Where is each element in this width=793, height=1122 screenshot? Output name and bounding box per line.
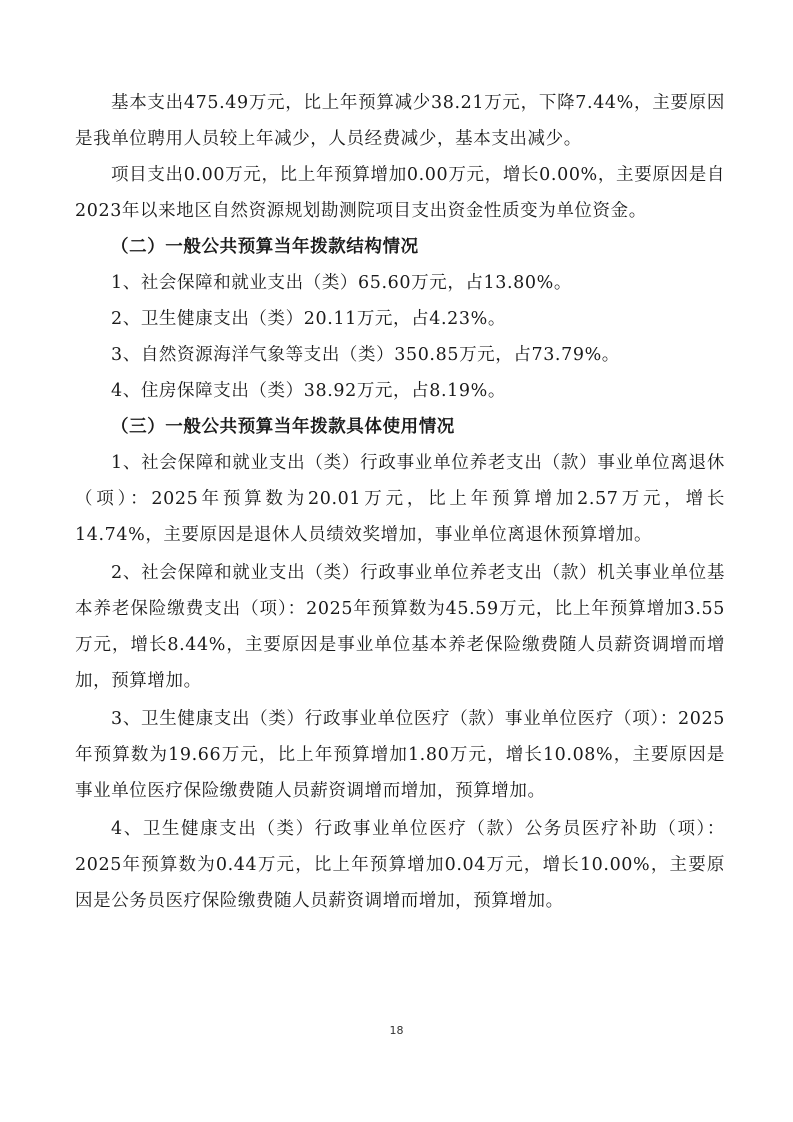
paragraph-basic-expenditure: 基本支出475.49万元，比上年预算减少38.21万元，下降7.44%，主要原因是我单位聘用人员较上年减少，人员经费减少，基本支出减少。 [75,93,725,149]
paragraph-project-expenditure: 项目支出0.00万元，比上年预算增加0.00万元，增长0.00%，主要原因是自2023年以来地区自然资源规划勘测院项目支出资金性质变为单位资金。 [75,165,725,221]
section-heading-usage: （三）一般公共预算当年拨款具体使用情况 [111,417,455,437]
list-item-housing: 4、住房保障支出（类）38.92万元，占8.19%。 [111,381,506,401]
usage-item-retirement: 1、社会保障和就业支出（类）行政事业单位养老支出（款）事业单位离退休（项）：2025年预算数为20.01万元，比上年预算增加2.57万元，增长14.74%，主要原因是退休人员绩效奖增加，事业单位离退休预算增加。 [75,453,725,545]
list-item-social-security: 1、社会保障和就业支出（类）65.60万元，占13.80%。 [111,273,572,293]
page-number: 18 [389,1024,404,1037]
usage-item-pension-insurance: 2、社会保障和就业支出（类）行政事业单位养老支出（款）机关事业单位基本养老保险缴费支出（项）：2025年预算数为45.59万元，比上年预算增加3.55万元，增长8.44%，主要原因是事业单位基本养老保险缴费随人员薪资调增而增加，预算增加。 [75,563,725,691]
section-heading-structure: （二）一般公共预算当年拨款结构情况 [111,237,419,257]
list-item-natural-resources: 3、自然资源海洋气象等支出（类）350.85万元，占73.79%。 [111,345,620,365]
document-body [75,85,725,919]
list-item-health: 2、卫生健康支出（类）20.11万元，占4.23%。 [111,309,506,329]
usage-item-medical: 3、卫生健康支出（类）行政事业单位医疗（款）事业单位医疗（项）：2025年预算数为19.66万元，比上年预算增加1.80万元，增长10.08%，主要原因是事业单位医疗保险缴费随人员薪资调增而增加，预算增加。 [75,709,725,801]
usage-item-civil-servant-medical: 4、卫生健康支出（类）行政事业单位医疗（款）公务员医疗补助（项）：2025年预算数为0.44万元，比上年预算增加0.04万元，增长10.00%，主要原因是公务员医疗保险缴费随人员薪资调增而增加，预算增加。 [75,819,725,911]
